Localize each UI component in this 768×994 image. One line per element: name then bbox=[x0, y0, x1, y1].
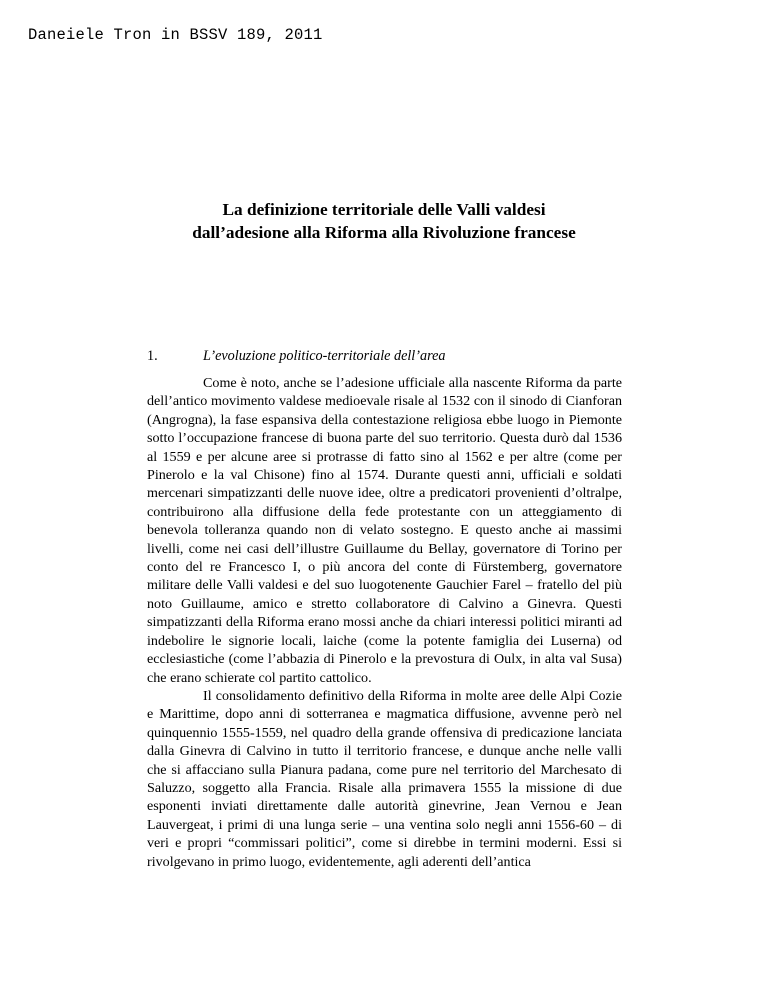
document-title bbox=[0, 198, 768, 244]
section-number: 1. bbox=[147, 348, 158, 364]
paragraph-1: Come è noto, anche se l’adesione ufficiale alla nascente Riforma da parte dell’antico movimento valdese medioevale risale al 1532 con il sinodo di Cianforan (Angrogna), la fase espansiva della contestazione religiosa ebbe luogo in Piemonte sotto l’occupazione francese di buona parte del suo territorio. Questa durò dal 1536 al 1559 e per alcune aree si protrasse di fatto sino al 1562 e per altre (come per Pinerolo e la val Chisone) fino al 1574. Durante questi anni, ufficiali e soldati mercenari simpatizzanti delle nuove idee, oltre a predicatori provenienti d’oltralpe, contribuirono alla diffusione della fede protestante con un atteggiamento di benevola tolleranza quando non di velato sostegno. E questo anche ai massimi livelli, come nei casi dell’illustre Guillaume du Bellay, governatore di Torino per conto del re Francesco I, o più ancora del conte di Fürstemberg, governatore militare delle Valli valdesi e del suo luogotenente Gauchier Farel – fratello del più noto Guillaume, amico e stretto collaboratore di Calvino a Ginevra. Questi simpatizzanti della Riforma erano mossi anche da chiari interessi politici miranti ad indebolire le signorie locali, laiche (come la potente famiglia dei Luserna) od ecclesiastiche (come l’abbazia di Pinerolo e la prevostura di Oulx, in alta val Susa) che erano schierate col partito cattolico. bbox=[147, 375, 622, 686]
paragraph-2: Il consolidamento definitivo della Riforma in molte aree delle Alpi Cozie e Marittime, dopo anni di sotterranea e magmatica diffusione, avvenne però nel quinquennio 1555-1559, nel quadro della grande offensiva di predicazione lanciata dalla Ginevra di Calvino in tutto il territorio francese, e dunque anche nelle valli che si affacciano sulla Pianura padana, come pure nel territorio del Marchesato di Saluzzo, soggetto alla Francia. Risale alla primavera 1555 la missione di due esponenti inviati direttamente dalle autorità ginevrine, Jean Vernou e Jean Lauvergeat, i primi di una lunga serie – una ventina solo negli anni 1556-60 – di veri e propri “commissari politici”, come si direbbe in termini moderni. Essi si rivolgevano in primo luogo, evidentemente, agli aderenti dell’antica bbox=[147, 687, 622, 870]
body-text bbox=[147, 374, 622, 871]
title-line-1: La definizione territoriale delle Valli valdesi bbox=[222, 200, 546, 219]
section-heading bbox=[147, 348, 445, 365]
header-note: Daneiele Tron in BSSV 189, 2011 bbox=[28, 26, 323, 44]
title-line-2: dall’adesione alla Riforma alla Rivoluzione francese bbox=[192, 223, 576, 242]
section-heading-text: L’evoluzione politico-territoriale dell’area bbox=[203, 348, 446, 364]
